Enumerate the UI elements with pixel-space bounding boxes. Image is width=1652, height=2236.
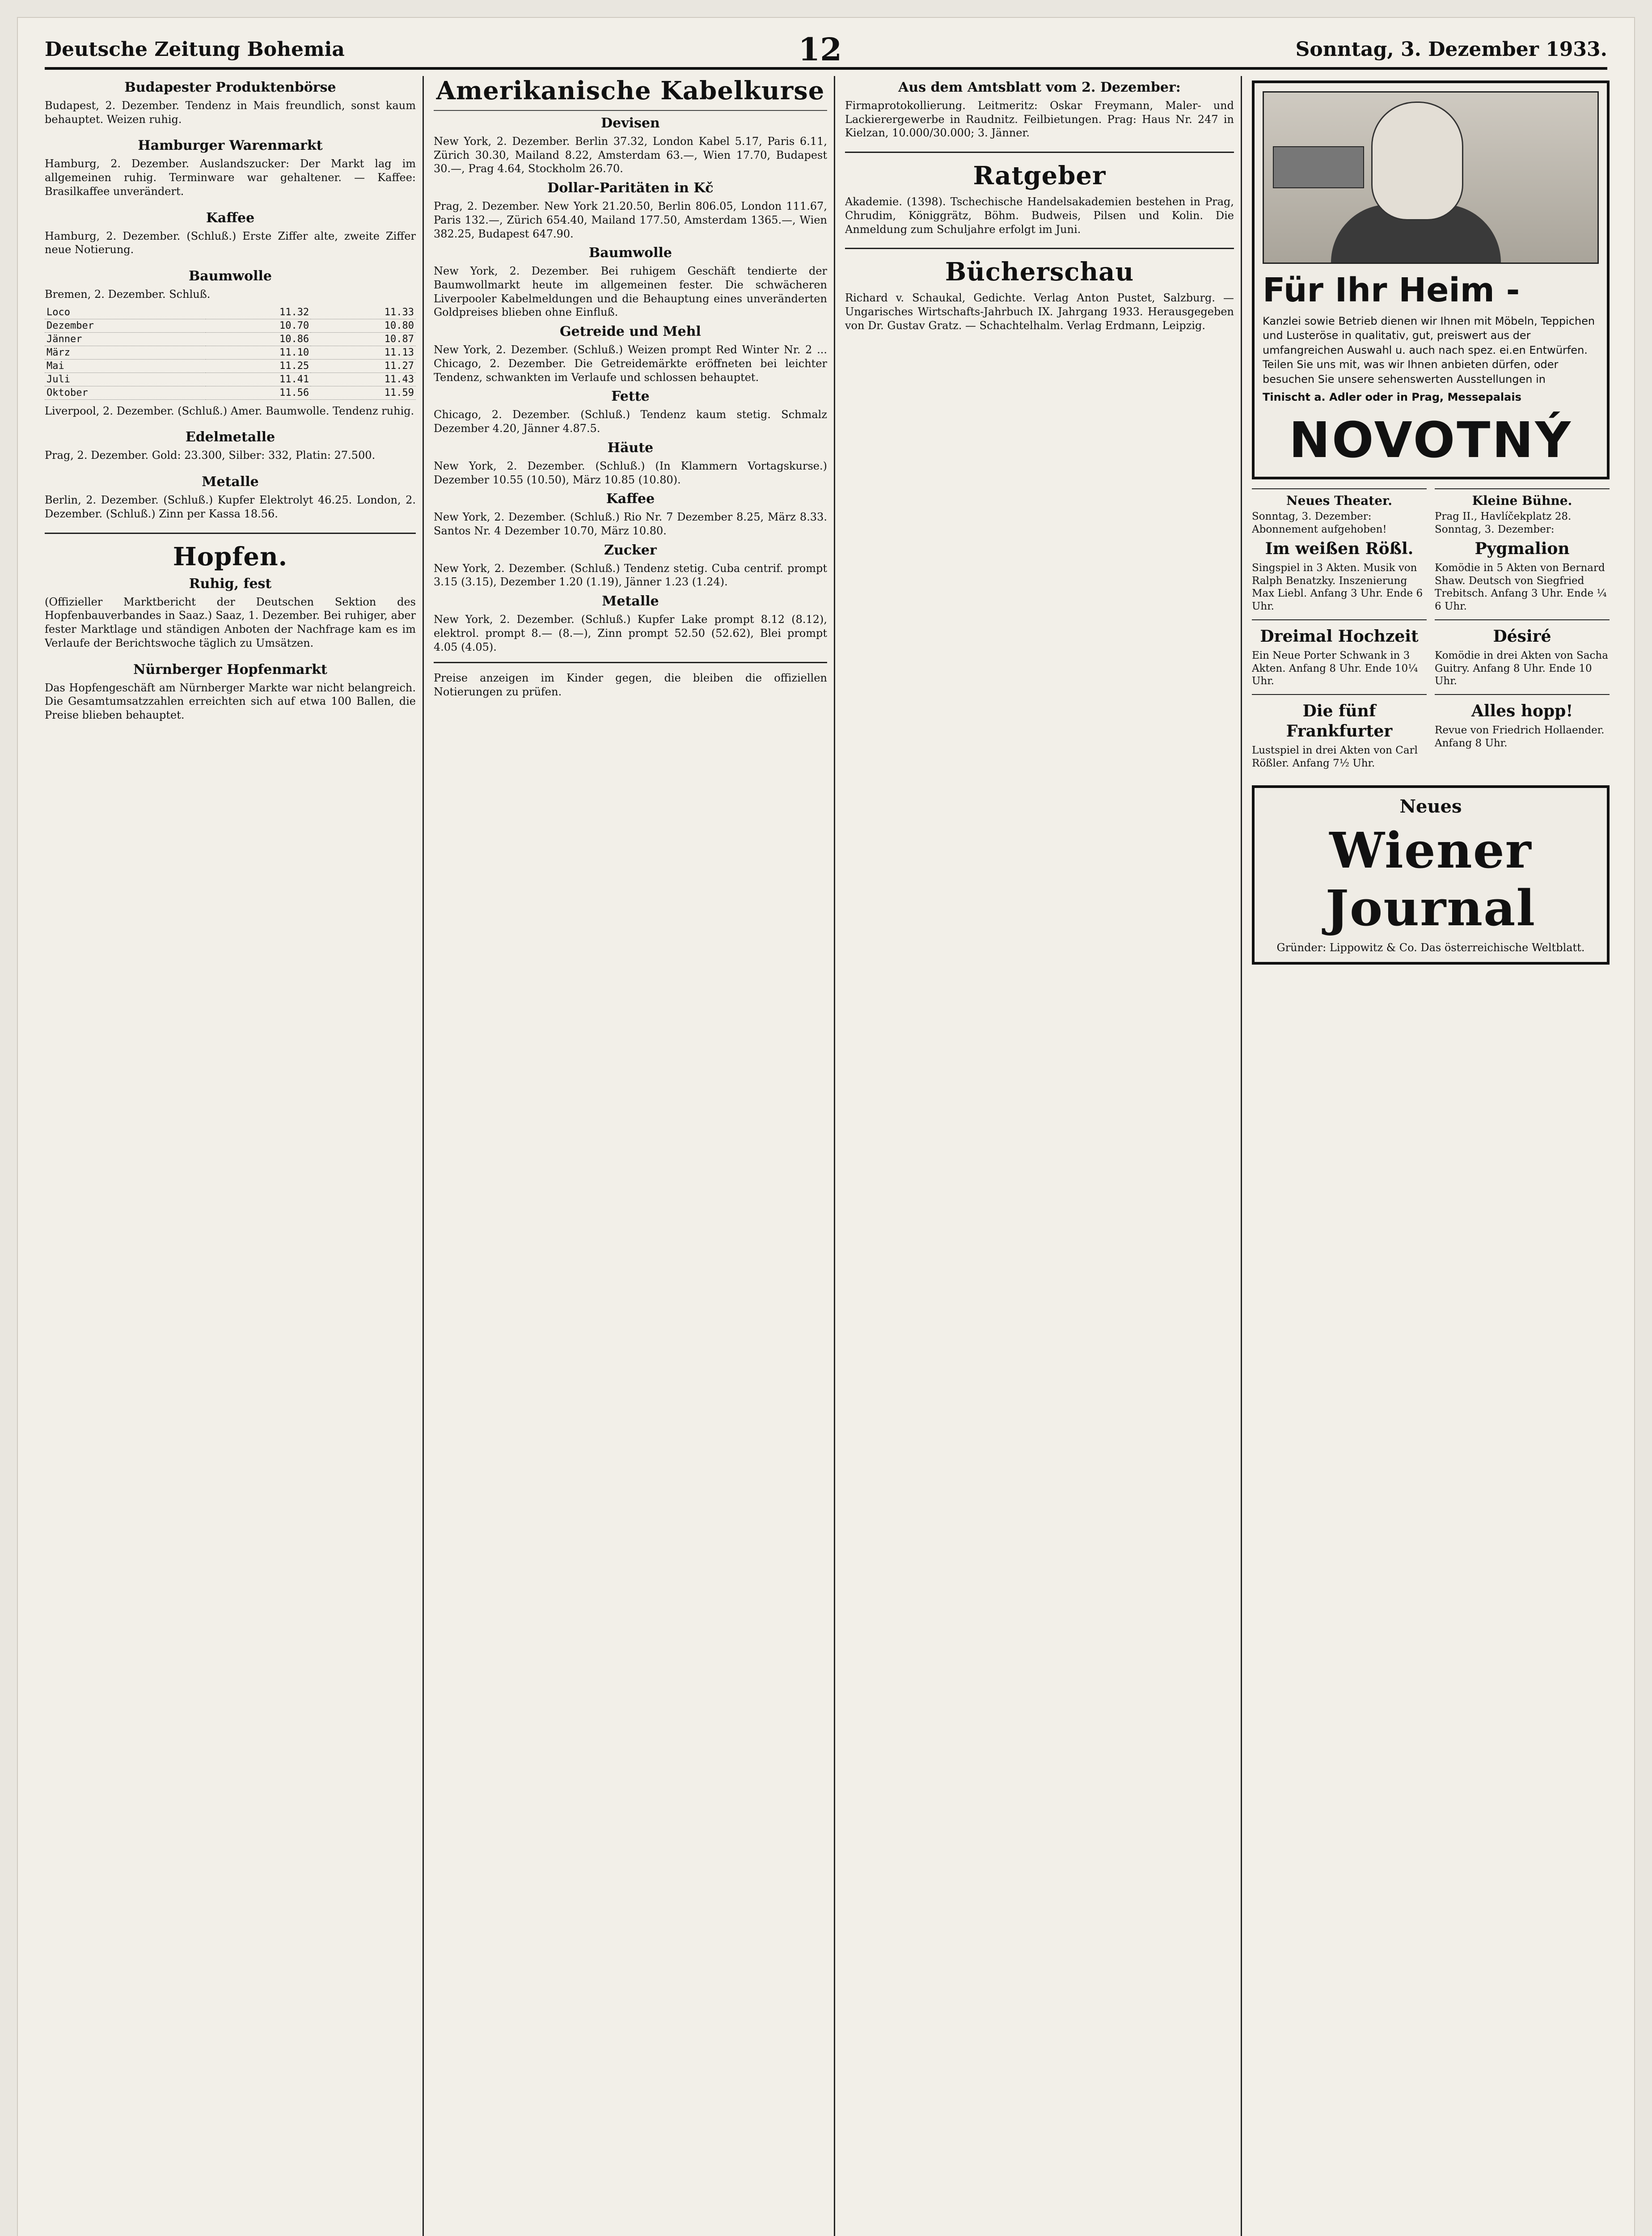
play-title: Désiré xyxy=(1493,627,1551,646)
section-kaffee xyxy=(45,210,416,257)
theatre-date: Prag II., Havlíčekplatz 28. Sonntag, 3. Dezember: xyxy=(1435,511,1572,536)
cotton-table xyxy=(45,306,416,400)
play-info: Lustspiel in drei Akten von Carl Rößler. Anfang 7½ Uhr. xyxy=(1252,745,1418,769)
section-ratgeber xyxy=(845,161,1234,236)
section-nuernberg xyxy=(45,662,416,722)
cell-value: 10.87 xyxy=(311,332,416,346)
section-text: Berlin, 2. Dezember. (Schluß.) Kupfer Elektrolyt 46.25. London, 2. Dezember. (Schluß.) Zinn per Kassa 18.56. xyxy=(45,494,416,520)
section-text: New York, 2. Dezember. Bei ruhigem Geschäft tendierte der Baumwollmarkt heute im allgemeinen fester. Die schwächeren Liverpooler Kabelmeldungen und die Behauptung eines unveränderten Goldpreises blieben ohne Einfluß. xyxy=(434,265,827,319)
section-hamburg xyxy=(45,138,416,198)
theatre-block xyxy=(1252,694,1427,770)
section-subtext: Bremen, 2. Dezember. Schluß. xyxy=(45,288,211,301)
cell-value: 11.10 xyxy=(206,346,311,359)
section-text: Chicago, 2. Dezember. (Schluß.) Tendenz kaum stetig. Schmalz Dezember 4.20, Jänner 4.87.5. xyxy=(434,408,827,435)
column-markets xyxy=(45,76,416,2236)
ad-brand: NOVOTNÝ xyxy=(1289,411,1573,469)
section-heading: Metalle xyxy=(202,474,259,490)
column-cable-rates xyxy=(434,76,827,2236)
divider xyxy=(845,248,1234,249)
section-heading: Fette xyxy=(611,389,650,405)
ad-novotny xyxy=(1252,80,1610,479)
cell-value: 11.25 xyxy=(206,359,311,373)
cell-value: 11.13 xyxy=(311,346,416,359)
section-text: New York, 2. Dezember. (Schluß.) Rio Nr. 7 Dezember 8.25, März 8.33. Santos Nr. 4 Dezember 10.70, März 10.80. xyxy=(434,511,827,537)
section-text: Prag, 2. Dezember. New York 21.20.50, Berlin 806.05, London 111.67, Paris 132.—, Zürich 654.40, Mailand 177.50, Amsterdam 1365.—, Wien 382.25, Budapest 647.90. xyxy=(434,200,827,240)
section-heading: Zucker xyxy=(604,542,657,558)
page-number: 12 xyxy=(798,30,842,68)
section-heading: Baumwolle xyxy=(588,245,672,261)
section-heading: Metalle xyxy=(602,593,659,610)
section-buecherschau xyxy=(845,257,1234,332)
section-text: (Offizieller Marktbericht der Deutschen Sektion des Hopfenbauverbandes in Saaz.) Saaz, 1. Dezember. Bei ruhiger, aber fester Marktlage und ständigen Anboten der Nachfrage kam es im Verlaufe der Berichtswoche täglich zu Umsätzen. xyxy=(45,595,416,649)
ad-journal-subtitle: Gründer: Lippowitz & Co. Das österreichische Weltblatt. xyxy=(1276,941,1585,954)
divider xyxy=(845,152,1234,153)
divider xyxy=(434,662,827,663)
column-rule xyxy=(834,76,835,2236)
theatre-name: Kleine Bühne. xyxy=(1472,493,1572,508)
play-info: Singspiel in 3 Akten. Musik von Ralph Benatzky. Inszenierung Max Liebl. Anfang 3 Uhr. Ende 6 Uhr. xyxy=(1252,562,1423,613)
section-kabelkurse xyxy=(434,76,827,699)
section-text: Akademie. (1398). Tschechische Handelsakademien bestehen in Prag, Chrudim, Königgrätz, Böhm. Budweis, Pilsen und Kolin. Die Anmeldung zum Schuljahre erfolgt im Juni. xyxy=(845,195,1234,236)
cell-value: 11.32 xyxy=(206,306,311,319)
section-subtitle: Ruhig, fest xyxy=(189,576,272,592)
section-heading: Baumwolle xyxy=(188,268,272,284)
section-heading: Devisen xyxy=(601,115,660,131)
table-row xyxy=(45,359,416,373)
section-heading: Hamburger Warenmarkt xyxy=(138,138,323,154)
cell-value: 10.70 xyxy=(206,319,311,332)
section-title: Bücherschau xyxy=(945,257,1134,287)
theatre-left xyxy=(1252,488,1427,776)
section-amtsblatt xyxy=(845,80,1234,140)
notice-text: Preise anzeigen im Kinder gegen, die bleiben die offiziellen Notierungen zu prüfen. xyxy=(434,672,827,698)
play-info: Ein Neue Porter Schwank in 3 Akten. Anfang 8 Uhr. Ende 10¼ Uhr. xyxy=(1252,649,1418,687)
cell-value: 11.27 xyxy=(311,359,416,373)
play-info: Komödie in drei Akten von Sacha Guitry. Anfang 8 Uhr. Ende 10 Uhr. xyxy=(1435,649,1608,687)
cell-value: 11.59 xyxy=(311,386,416,399)
play-info: Komödie in 5 Akten von Bernard Shaw. Deutsch von Siegfried Trebitsch. Anfang 3 Uhr. Ende ¼ 6 Uhr. xyxy=(1435,562,1607,613)
section-text: New York, 2. Dezember. (Schluß.) Kupfer Lake prompt 8.12 (8.12), elektrol. prompt 8.— (8.—), Zinn prompt 52.50 (52.62), Blei prompt 4.05 (4.05). xyxy=(434,613,827,653)
newspaper-page xyxy=(18,18,1634,2236)
section-metalle xyxy=(45,474,416,521)
play-info: Revue von Friedrich Hollaender. Anfang 8 Uhr. xyxy=(1435,724,1605,749)
table-row xyxy=(45,319,416,332)
section-hopfen xyxy=(45,542,416,650)
theatre-date: Sonntag, 3. Dezember: Abonnement aufgehoben! xyxy=(1252,511,1387,536)
table-row xyxy=(45,346,416,359)
section-text: Liverpool, 2. Dezember. (Schluß.) Amer. Baumwolle. Tendenz ruhig. xyxy=(45,404,414,417)
cell-label: Dezember xyxy=(45,319,206,332)
section-heading: Kaffee xyxy=(206,210,255,226)
section-text: Hamburg, 2. Dezember. Auslandszucker: Der Markt lag im allgemeinen ruhig. Terminware war gehaltener. — Kaffee: Brasilkaffee unverändert. xyxy=(45,157,416,198)
section-budapest xyxy=(45,80,416,126)
section-text: Prag, 2. Dezember. Gold: 23.300, Silber: 332, Platin: 27.500. xyxy=(45,449,376,462)
section-heading: Budapester Produktenbörse xyxy=(124,80,336,95)
section-text: Firmaprotokollierung. Leitmeritz: Oskar Freymann, Maler- und Lackierergewerbe in Raudnitz. Feilbietungen. Prag: Haus Nr. 247 in Kielzan, 10.000/30.000; 3. Jänner. xyxy=(845,99,1234,140)
column-rule xyxy=(423,76,424,2236)
section-text: Budapest, 2. Dezember. Tendenz in Mais freundlich, sonst kaum behauptet. Weizen ruhig. xyxy=(45,99,416,126)
play-title: Die fünf Frankfurter xyxy=(1286,702,1393,741)
section-text: New York, 2. Dezember. Berlin 37.32, London Kabel 5.17, Paris 6.11, Zürich 30.30, Mailand 8.22, Amsterdam 63.—, Wien 17.70, Budapest 30.—, Prag 4.64, Stockholm 26.70. xyxy=(434,135,827,175)
divider xyxy=(434,110,827,111)
table-row xyxy=(45,386,416,399)
cell-value: 11.41 xyxy=(206,373,311,386)
ad-portrait-image xyxy=(1263,91,1599,264)
column-notices xyxy=(845,76,1234,2236)
section-heading: Edelmetalle xyxy=(185,429,275,445)
paper-name: Deutsche Zeitung Bohemia xyxy=(45,38,345,61)
portrait-head xyxy=(1371,102,1463,220)
ad-headline: Für Ihr Heim - xyxy=(1263,271,1520,309)
section-text: New York, 2. Dezember. (Schluß.) (In Klammern Vortagskurse.) Dezember 10.55 (10.50), März 10.85 (10.80). xyxy=(434,459,827,486)
section-title: Hopfen. xyxy=(173,542,288,572)
theatre-block xyxy=(1435,619,1610,688)
ad-journal-top: Neues xyxy=(1399,796,1462,817)
section-heading: Getreide und Mehl xyxy=(560,324,701,340)
ad-body: Kanzlei sowie Betrieb dienen wir Ihnen mit Möbeln, Teppichen und Lusteröse in qualitativ, gut, preiswert aus der umfangreichen Auswahl u. auch nach spez. ei.en Entwürfen. Teilen Sie uns mit, was wir Ihnen anbieten dürfen, oder besuchen Sie unsere sehenswerten Ausstellungen in xyxy=(1263,315,1595,385)
cell-label: Juli xyxy=(45,373,206,386)
section-heading: Dollar-Paritäten in Kč xyxy=(547,180,714,196)
theatre-listings xyxy=(1252,488,1610,776)
section-text: Hamburg, 2. Dezember. (Schluß.) Erste Ziffer alte, zweite Ziffer neue Notierung. xyxy=(45,229,416,256)
cell-value: 11.56 xyxy=(206,386,311,399)
section-heading: Kaffee xyxy=(606,491,655,507)
ad-journal-title: Wiener Journal xyxy=(1325,821,1536,937)
section-heading: Häute xyxy=(607,440,654,456)
column-ads-theatre xyxy=(1252,76,1610,2236)
cell-value: 10.86 xyxy=(206,332,311,346)
play-title: Pygmalion xyxy=(1475,539,1570,558)
play-title: Alles hopp! xyxy=(1471,702,1573,721)
section-baumwolle xyxy=(45,268,416,418)
cell-label: Jänner xyxy=(45,332,206,346)
play-title: Im weißen Rößl. xyxy=(1265,539,1414,558)
cell-label: Loco xyxy=(45,306,206,319)
divider xyxy=(45,533,416,534)
section-text: New York, 2. Dezember. (Schluß.) Weizen prompt Red Winter Nr. 2 ... Chicago, 2. Dezember. Die Getreidemärkte eröffneten bei leichter Tendenz, schwankten im Verlaufe und schlossen behauptet. xyxy=(434,343,827,384)
ad-wiener-journal xyxy=(1252,785,1610,965)
section-text: Das Hopfengeschäft am Nürnberger Markte war nicht belangreich. Die Gesamtumsatzzahlen erreichten sich auf etwa 100 Ballen, die Preise blieben behauptet. xyxy=(45,681,416,721)
theatre-name: Neues Theater. xyxy=(1286,493,1392,508)
theatre-block xyxy=(1252,488,1427,613)
cell-label: Oktober xyxy=(45,386,206,399)
ad-address: Tinischt a. Adler oder in Prag, Messepalais xyxy=(1263,390,1521,403)
table-row xyxy=(45,306,416,319)
section-heading: Nürnberger Hopfenmarkt xyxy=(133,661,327,678)
section-text: New York, 2. Dezember. (Schluß.) Tendenz stetig. Cuba centrif. prompt 3.15 (3.15), Dezember 1.20 (1.19), Jänner 1.23 (1.24). xyxy=(434,562,827,589)
theatre-block xyxy=(1435,694,1610,750)
furniture-shape xyxy=(1273,146,1364,188)
section-text: Richard v. Schaukal, Gedichte. Verlag Anton Pustet, Salzburg. — Ungarisches Wirtschafts-Jahrbuch IX. Jahrgang 1933. Herausgegeben von Dr. Gustav Gratz. — Schachtelhalm. Verlag Erdmann, Leipzig. xyxy=(845,292,1234,332)
cell-label: März xyxy=(45,346,206,359)
play-title: Dreimal Hochzeit xyxy=(1260,627,1419,646)
cell-value: 11.43 xyxy=(311,373,416,386)
cell-value: 10.80 xyxy=(311,319,416,332)
section-title: Ratgeber xyxy=(973,161,1106,191)
cell-label: Mai xyxy=(45,359,206,373)
section-title: Amerikanische Kabelkurse xyxy=(436,76,825,106)
theatre-right xyxy=(1435,488,1610,776)
section-edelmetalle xyxy=(45,429,416,462)
theatre-block xyxy=(1252,619,1427,688)
table-row xyxy=(45,332,416,346)
theatre-block xyxy=(1435,488,1610,613)
section-heading: Aus dem Amtsblatt vom 2. Dezember: xyxy=(898,80,1181,95)
issue-date: Sonntag, 3. Dezember 1933. xyxy=(1295,38,1607,61)
table-row xyxy=(45,373,416,386)
cell-value: 11.33 xyxy=(311,306,416,319)
masthead xyxy=(45,31,1607,70)
column-rule xyxy=(1241,76,1242,2236)
